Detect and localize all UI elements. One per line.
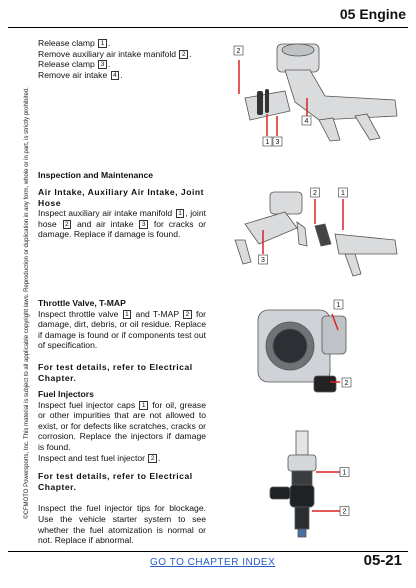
exploded-intake-figure [215,184,405,284]
step-4: Remove air intake 4 . [38,69,123,80]
step-3: Release clamp 3 . [38,59,111,70]
section-title: Inspection and Maintenance [38,170,154,180]
fig4-callout-1: 1 [342,469,347,477]
air-intake-text: Inspect auxiliary air intake manifold 1 , joint hose 2 and air intake 3 for cracks or damage. Replace if damage is found. [38,208,207,240]
injectors-text-2: Inspect and test fuel injector 2 . [38,452,161,463]
fig2-callout-3: 3 [261,257,265,264]
throttle-text: Inspect throttle valve 1 and T-MAP 2 for damage, dirt, debris, or oil residue. Replace if damage is found or if components test out of specification. [38,308,207,351]
fig2-callout-1: 1 [341,190,345,197]
fig1-callout-1: 1 [265,139,270,146]
throttle-heading: Throttle Valve, T-MAP [38,298,126,308]
throttle-block [38,298,206,383]
fig1-callout-4: 4 [304,118,309,125]
fig1-callout-2: 2 [236,48,241,55]
fig3-callout-2: 2 [344,380,349,387]
step-2: Remove auxiliary air intake manifold 2 . [38,48,192,59]
injectors-text-1: Inspect fuel injector caps 1 for oil, grease or other impurities that are not allowed to exist, or for defects like scratches, cracks or corrosion. Replace the injectors if damage is found. [38,399,206,452]
section-inspection [38,170,206,181]
fig3-callout-1: 1 [336,302,341,309]
footer-divider [8,551,408,552]
removal-steps [38,38,206,80]
throttle-body-figure [240,296,390,406]
air-intake-block [38,187,206,240]
page-header [0,0,416,28]
injectors-note: For test details, refer to Electrical Chapter. [38,471,193,492]
injectors-heading: Fuel Injectors [38,389,94,399]
throttle-note: For test details, refer to Electrical Chapter. [38,361,193,383]
fig4-callout-2: 2 [342,508,347,516]
injectors-block [38,389,206,546]
copyright-notice: ©CFMOTO Powersports, Inc. This material is subject to all applicable copyright laws. Reproduction or duplication in any form, whole or in part, is strictly prohibited. [24,87,30,519]
fig1-callout-3: 3 [275,139,280,146]
page-number: 05-21 [363,552,402,569]
fuel-injector-figure [240,427,390,545]
fig2-callout-2: 2 [313,190,317,197]
injectors-text-3: Inspect the fuel injector tips for blockage. Use the vehicle starter system to see whether the fuel atomization is normal or not. Replace if abnormal. [38,503,206,546]
step-1: Release clamp 1 . [38,38,111,48]
chapter-title: 05 Engine [339,6,406,22]
air-intake-figure [215,36,405,151]
chapter-index-link[interactable]: GO TO CHAPTER INDEX [150,557,276,568]
air-intake-heading: Air Intake, Auxiliary Air Intake, Joint Hose [38,187,204,208]
header-divider [8,27,408,28]
